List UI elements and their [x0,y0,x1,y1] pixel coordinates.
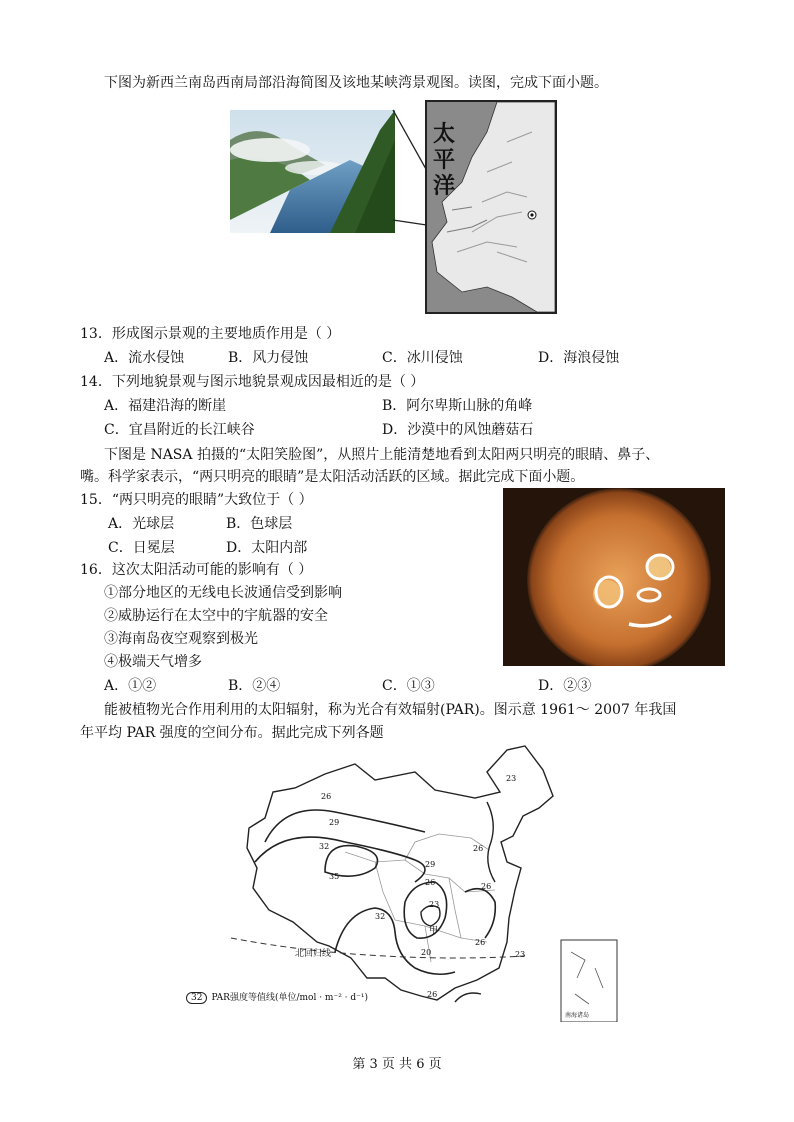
q13-option-c: C．冰川侵蚀 [382,350,463,366]
intro-text-1: 下图为新西兰南岛西南局部沿海简图及该地某峡湾景观图。读图，完成下面小题。 [104,75,608,91]
inset-label: 南海诸岛 [565,1012,590,1019]
question-14-stem: 14．下列地貌景观与图示地貌景观成因最相近的是（ ） [80,374,425,390]
q16-statement-4: ④极端天气增多 [104,654,202,670]
legend-isoline-sample: 32 [186,992,207,1004]
q16-statement-3: ③海南岛夜空观察到极光 [104,631,258,647]
isoline-label: 23 [429,900,440,909]
isoline-label: 20 [421,948,432,957]
isoline-label: 23 [506,774,517,783]
page-footer: 第 3 页 共 6 页 [352,1057,442,1072]
q13-option-d: D．海浪侵蚀 [538,350,620,366]
isoline-label: 32 [319,842,330,851]
isoline-label: 29 [329,818,340,827]
isoline-label: 26 [321,792,332,801]
q13-option-a: A．流水侵蚀 [104,350,185,366]
isoline-label: 35 [329,872,340,881]
q16-statement-2: ②威胁运行在太空中的宇航器的安全 [104,608,328,624]
isoline-label: 26 [427,990,438,999]
fjord-photo [230,110,395,233]
q15-option-d: D．太阳内部 [226,540,308,556]
q15-option-a: A．光球层 [108,516,175,532]
q16-statement-1: ①部分地区的无线电长波通信受到影响 [104,585,342,601]
q16-option-a: A．①② [104,678,157,694]
q15-option-b: B．色球层 [226,516,293,532]
question-16-stem: 16．这次太阳活动可能的影响有（ ） [80,562,313,578]
question-15-stem: 15．“两只明亮的眼睛”大致位于（ ） [80,492,313,508]
q14-option-b: B．阿尔卑斯山脉的角峰 [382,398,533,414]
isoline-label: 26 [473,844,484,853]
q14-option-a: A．福建沿海的断崖 [104,398,227,414]
map-legend [186,990,368,1004]
q14-option-d: D．沙漠中的风蚀蘑菇石 [382,422,534,438]
tropic-label: 北回归线 [295,949,332,959]
isoline-label: 26 [475,938,486,947]
intro-text-2-line1: 下图是 NASA 拍摄的“太阳笑脸图”，从照片上能清楚地看到太阳两只明亮的眼睛、鼻子、 [104,447,660,463]
isoline-label: 23 [515,950,526,959]
intro-text-3-line1: 能被植物光合作用利用的太阳辐射，称为光合有效辐射(PAR)。图示意 1961～ 2007 年我国 [104,702,677,718]
isoline-label: 32 [375,912,386,921]
isoline-label: 26 [425,878,436,887]
q16-option-d: D．②③ [538,678,592,694]
question-13-stem: 13．形成图示景观的主要地质作用是（ ） [80,326,341,342]
legend-text: PAR强度等值线(单位/mol · m⁻² · d⁻¹) [211,993,369,1003]
china-par-map [225,742,665,1022]
q16-option-c: C．①③ [382,678,435,694]
intro-text-2-line2: 嘴。科学家表示，“两只明亮的眼睛”是太阳活动活跃的区域。据此完成下面小题。 [80,469,585,485]
isoline-label: 26 [481,882,492,891]
isoline-label: 29 [425,860,436,869]
ocean-label: 太平洋 [433,122,456,199]
q16-option-b: B．②④ [228,678,281,694]
sun-smile-photo [503,488,725,666]
q13-option-b: B．风力侵蚀 [228,350,309,366]
q14-option-c: C．宜昌附近的长江峡谷 [104,422,255,438]
coast-map [425,100,557,314]
point-label: 甲 [429,926,439,936]
q15-option-c: C．日冕层 [108,540,175,556]
intro-text-3-line2: 年平均 PAR 强度的空间分布。据此完成下列各题 [80,725,384,741]
